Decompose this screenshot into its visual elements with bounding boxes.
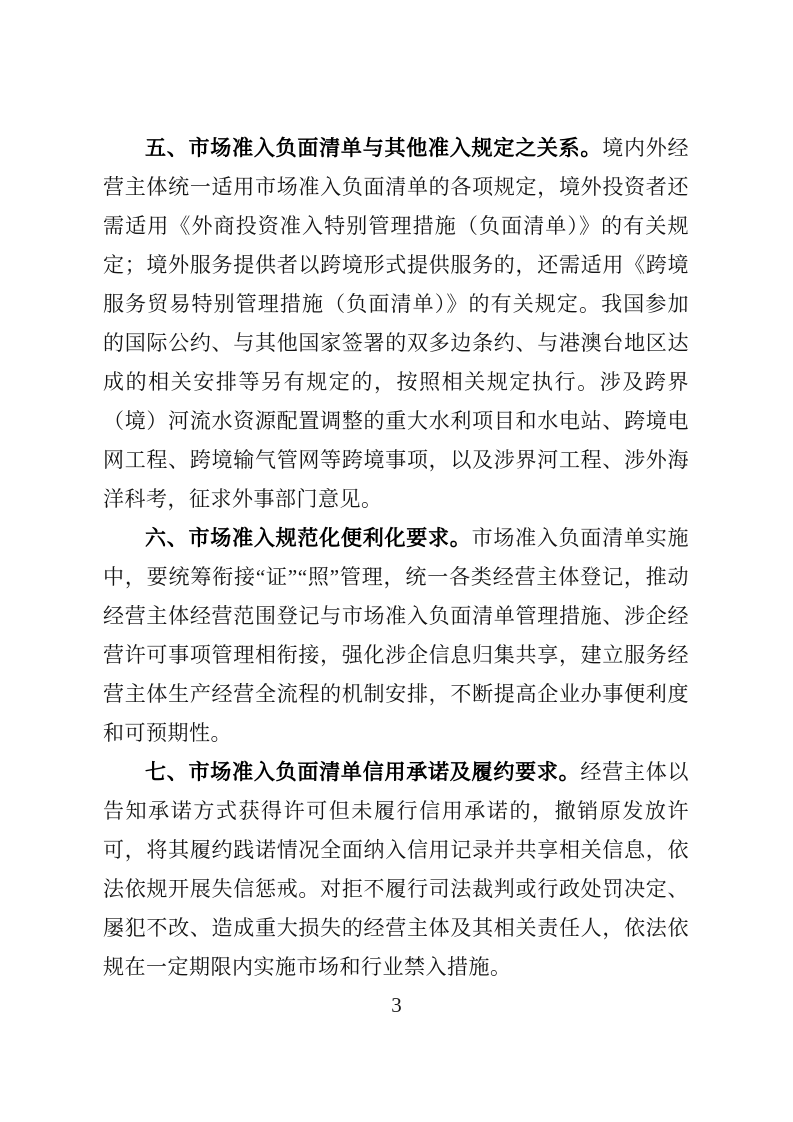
paragraph-6 xyxy=(103,519,689,753)
paragraph-7 xyxy=(103,753,689,987)
paragraph-5-heading: 五、市场准入负面清单与其他准入规定之关系。 xyxy=(145,137,603,160)
paragraph-5 xyxy=(103,129,689,519)
paragraph-5-text: 境内外经营主体统一适用市场准入负面清单的各项规定，境外投资者还需适用《外商投资准入特别管理措施（负面清单）》的有关规定；境外服务提供者以跨境形式提供服务的，还需适用《跨境服务贸易特别管理措施（负面清单）》的有关规定。我国参加的国际公约、与其他国家签署的双多边条约、与港澳台地区达成的相关安排等另有规定的，按照相关规定执行。涉及跨界（境）河流水资源配置调整的重大水利项目和水电站、跨境电网工程、跨境输气管网等跨境事项，以及涉界河工程、涉外海洋科考，征求外事部门意见。 xyxy=(103,136,689,511)
document-body xyxy=(103,129,689,987)
paragraph-6-heading: 六、市场准入规范化便利化要求。 xyxy=(145,527,472,550)
paragraph-6-text: 市场准入负面清单实施中，要统筹衔接“证”“照”管理，统一各类经营主体登记，推动经营主体经营范围登记与市场准入负面清单管理措施、涉企经营许可事项管理相衔接，强化涉企信息归集共享，建立服务经营主体生产经营全流程的机制安排，不断提高企业办事便利度和可预期性。 xyxy=(103,526,689,745)
paragraph-7-text: 经营主体以告知承诺方式获得许可但未履行信用承诺的，撤销原发放许可，将其履约践诺情况全面纳入信用记录并共享相关信息，依法依规开展失信惩戒。对拒不履行司法裁判或行政处罚决定、屡犯不改、造成重大损失的经营主体及其相关责任人，依法依规在一定期限内实施市场和行业禁入措施。 xyxy=(103,760,690,979)
paragraph-7-heading: 七、市场准入负面清单信用承诺及履约要求。 xyxy=(145,761,581,784)
page-number: 3 xyxy=(391,993,402,1017)
